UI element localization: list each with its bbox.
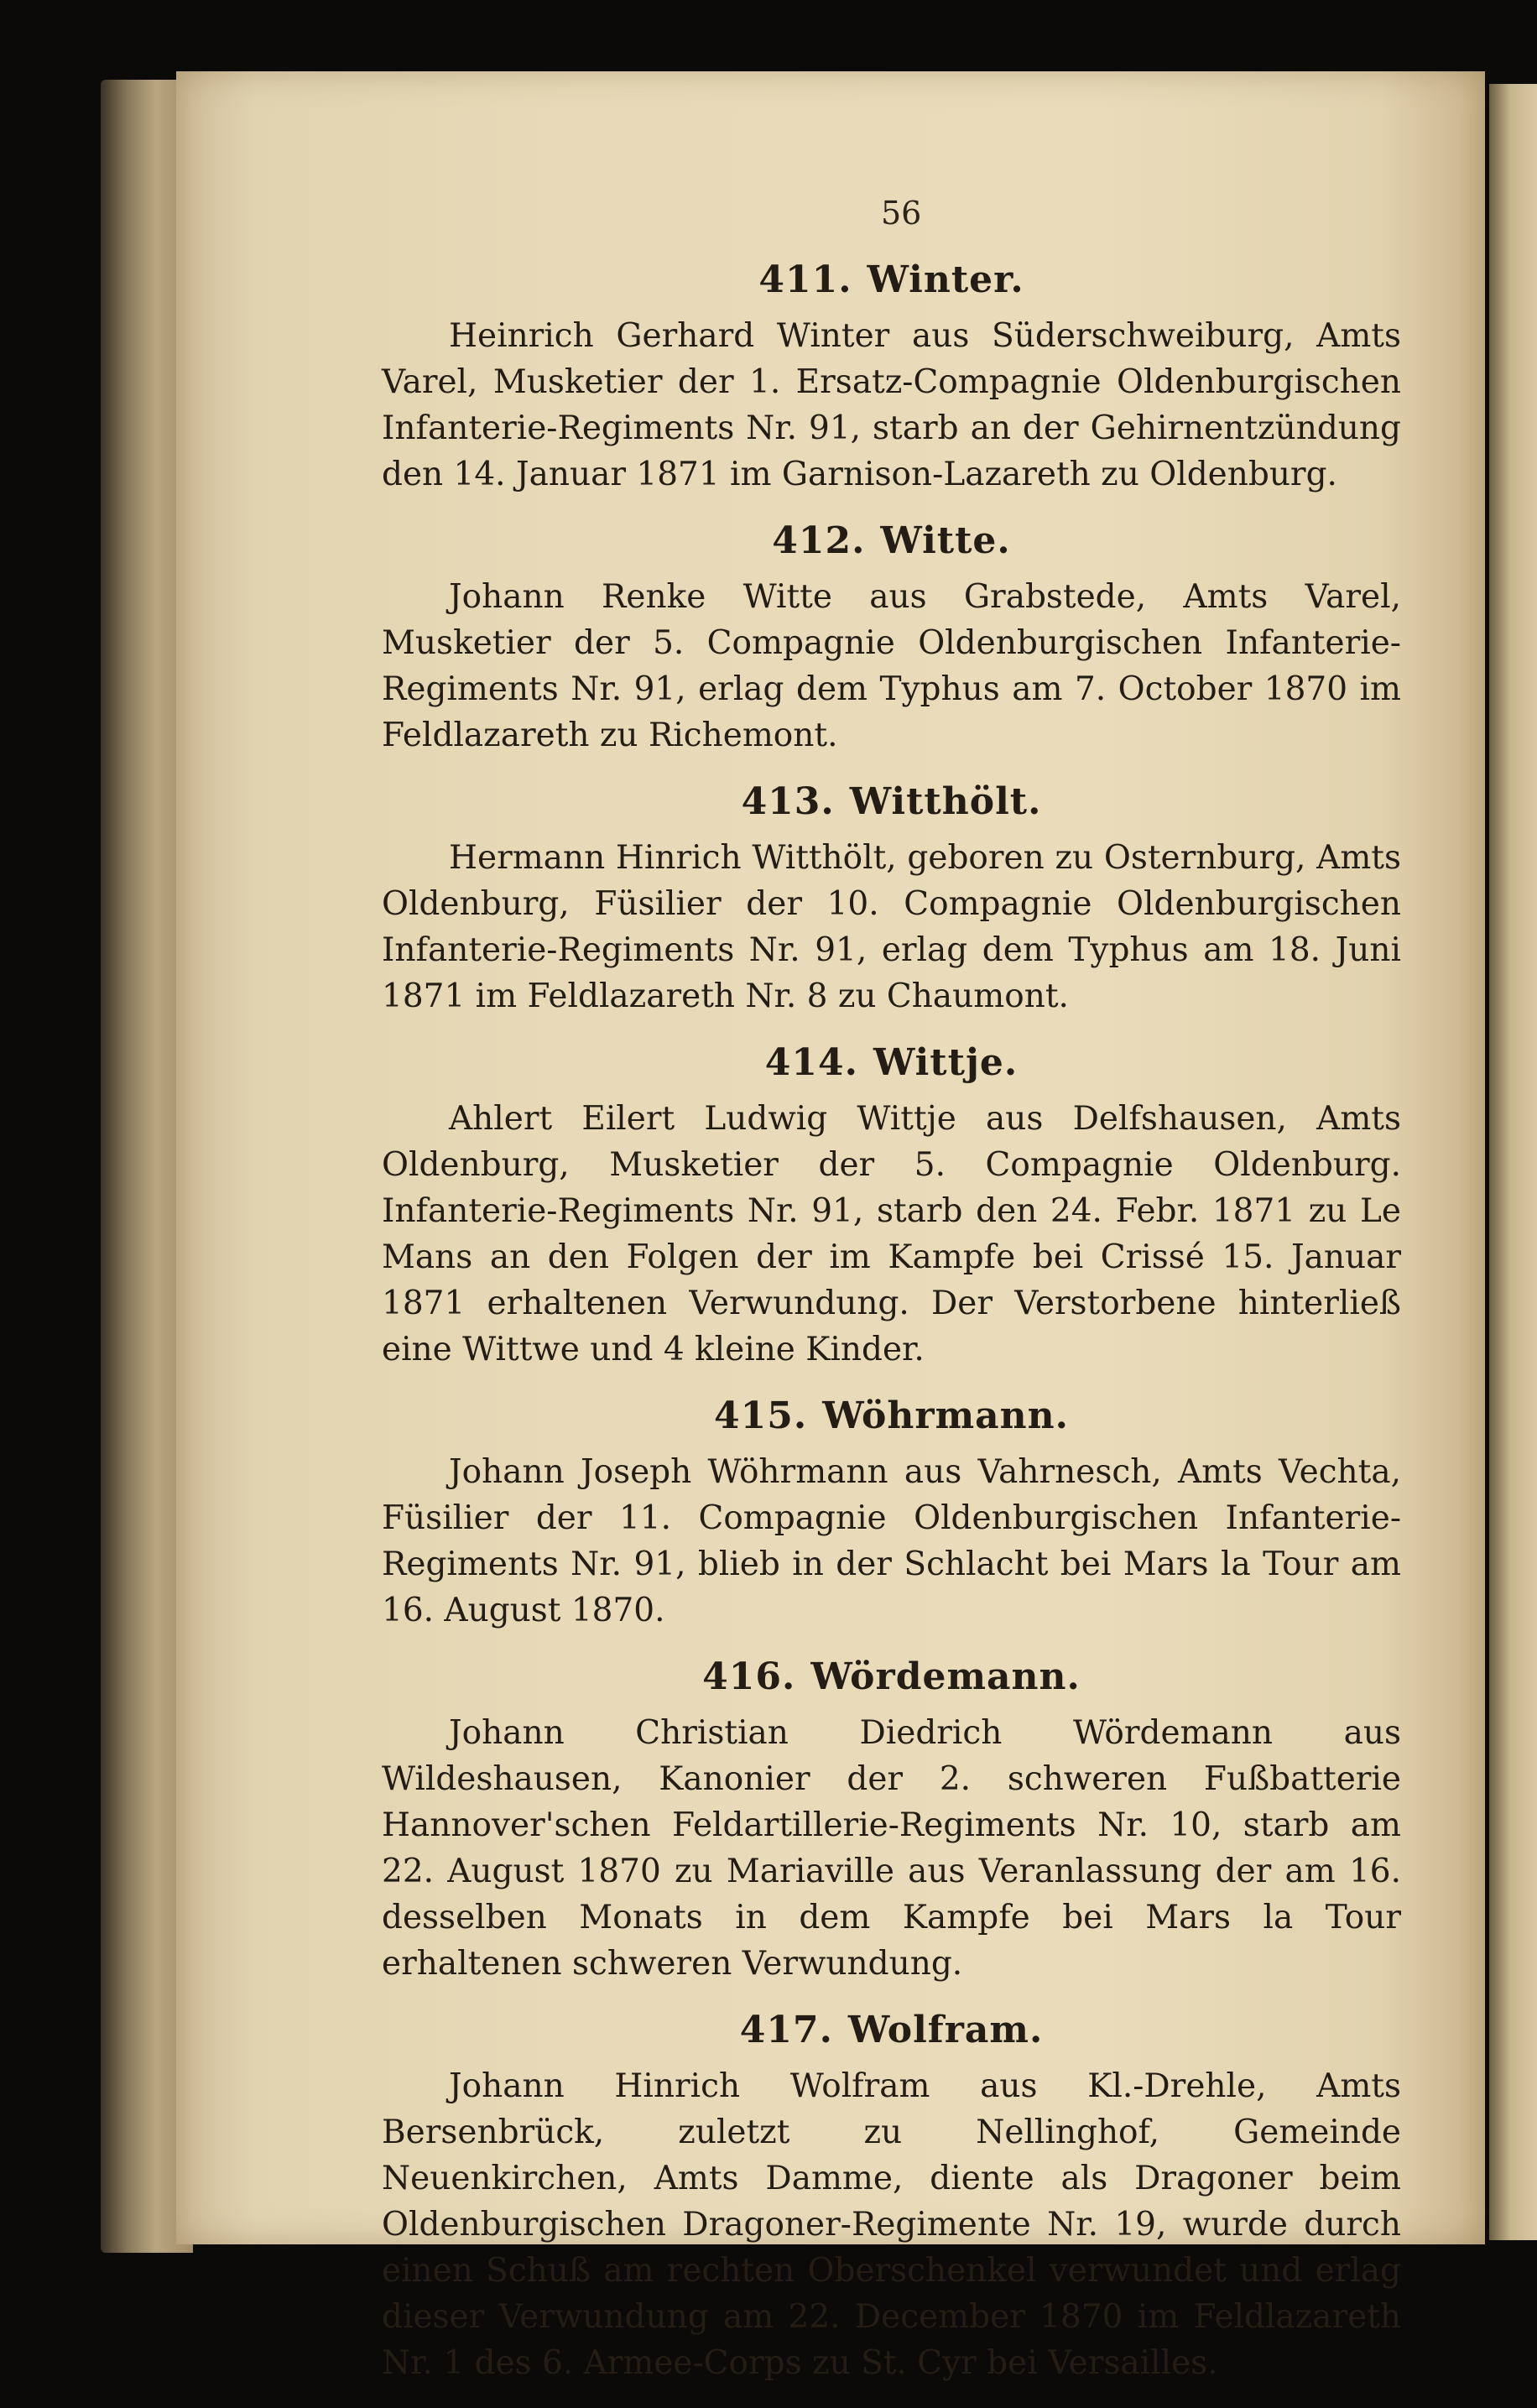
entry-text: Johann Renke Witte aus Grabstede, Amts Varel, Musketier der 5. Compagnie Oldenburgischen Infanterie-Regiments Nr. 91, erlag dem Typhus am 7. October 1870 im Feldlazareth zu Richemont. xyxy=(382,578,1401,754)
entry-text: Ahlert Eilert Ludwig Wittje aus Delfshausen, Amts Oldenburg, Musketier der 5. Compagnie Oldenburg. Infanterie-Regiments Nr. 91, starb den 24. Febr. 1871 zu Le Mans an den Folgen der im Kampfe bei Crissé 15. Januar 1871 erhaltenen Verwundung. Der Verstorbene hinterließ eine Wittwe und 4 kleine Kinder. xyxy=(382,1100,1401,1368)
entry-text: Johann Joseph Wöhrmann aus Vahrnesch, Amts Vechta, Füsilier der 11. Compagnie Oldenburgischen Infanterie-Regiments Nr. 91, blieb in der Schlacht bei Mars la Tour am 16. August 1870. xyxy=(382,1453,1401,1629)
entry-text: Heinrich Gerhard Winter aus Süderschweiburg, Amts Varel, Musketier der 1. Ersatz-Compagnie Oldenburgischen Infanterie-Regiments Nr. 91, starb an der Gehirnentzündung den 14. Januar 1871 im Garnison-Lazareth zu Oldenburg. xyxy=(382,317,1401,493)
entry-number: 414. xyxy=(764,1041,858,1084)
entry-heading xyxy=(382,780,1401,823)
entry-414 xyxy=(382,1041,1401,1373)
entry-name: Witthölt. xyxy=(849,780,1042,823)
page-content xyxy=(382,258,1401,2408)
entry-text: Hermann Hinrich Witthölt, geboren zu Osternburg, Amts Oldenburg, Füsilier der 10. Compagnie Oldenburgischen Infanterie-Regiments Nr. 91, erlag dem Typhus am 18. Juni 1871 im Feldlazareth Nr. 8 zu Chaumont. xyxy=(382,839,1401,1015)
entry-heading xyxy=(382,519,1401,562)
entry-heading xyxy=(382,258,1401,301)
entry-415 xyxy=(382,1394,1401,1634)
entry-number: 416. xyxy=(702,1655,796,1698)
entry-name: Wittje. xyxy=(873,1041,1019,1084)
facing-page-edge xyxy=(1489,84,1537,2240)
entry-name: Wördemann. xyxy=(810,1655,1081,1698)
entry-number: 417. xyxy=(739,2009,833,2051)
entry-text: Johann Hinrich Wolfram aus Kl.-Drehle, Amts Bersenbrück, zuletzt zu Nellinghof, Gemeinde Neuenkirchen, Amts Damme, diente als Dragoner beim Oldenburgischen Dragoner-Regimente Nr. 19, wurde durch einen Schuß am rechten Oberschenkel verwundet und erlag dieser Verwundung am 22. December 1870 im Feldlazareth Nr. 1 des 6. Armee-Corps zu St. Cyr bei Versailles. xyxy=(382,2067,1401,2382)
entry-411 xyxy=(382,258,1401,498)
entry-name: Wolfram. xyxy=(847,2009,1044,2051)
entry-heading xyxy=(382,2009,1401,2051)
entry-417 xyxy=(382,2009,1401,2386)
entry-text: Johann Christian Diedrich Wördemann aus Wildeshausen, Kanonier der 2. schweren Fußbatterie Hannover'schen Feldartillerie-Regiments Nr. 10, starb am 22. August 1870 zu Mariaville aus Veranlassung der am 16. desselben Monats in dem Kampfe bei Mars la Tour erhaltenen schweren Verwundung. xyxy=(382,1714,1401,1983)
entry-name: Wöhrmann. xyxy=(822,1394,1069,1437)
entry-413 xyxy=(382,780,1401,1019)
entry-heading xyxy=(382,1655,1401,1698)
entry-heading xyxy=(382,1394,1401,1437)
entry-416 xyxy=(382,1655,1401,1987)
entry-412 xyxy=(382,519,1401,758)
entry-name: Witte. xyxy=(880,519,1011,562)
entry-name: Winter. xyxy=(867,258,1024,301)
entry-number: 412. xyxy=(772,519,866,562)
entry-number: 413. xyxy=(741,780,835,823)
entry-number: 415. xyxy=(714,1394,808,1437)
entry-heading xyxy=(382,1041,1401,1084)
entry-number: 411. xyxy=(758,258,852,301)
page-number: 56 xyxy=(881,195,922,232)
